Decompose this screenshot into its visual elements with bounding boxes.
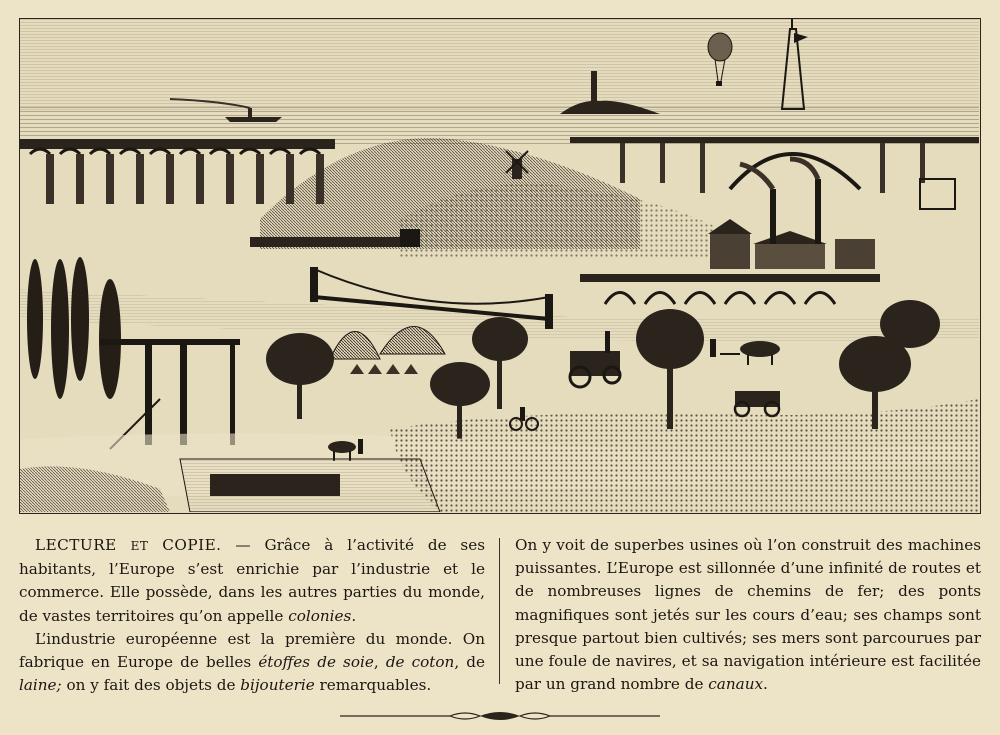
text-block bbox=[19, 534, 981, 695]
engraving-illustration bbox=[19, 18, 981, 514]
paragraph-2-text: L’industrie européenne est la première du monde. On fabrique en Europe de belles bbox=[19, 629, 485, 672]
heading-copie: COPIE. bbox=[162, 536, 222, 554]
paragraph-1 bbox=[19, 534, 485, 628]
paragraph-3-end: . bbox=[763, 675, 768, 694]
paragraph-3-text: On y voit de superbes usines où l’on construit des machines puissantes. L’Europe est sillonnée d’une infinité de routes et de nombreuses lignes de chemins de fer; des ponts magnifiques sont jetés sur les cours d’eau; ses champs sont presque partout bien cultivés; ses mers sont parcourues par une foule de navires, et sa navigation intérieure est facilitée par un grand nombre de bbox=[515, 536, 981, 694]
word-etoffes-de-soie: étoffes de soie bbox=[258, 653, 374, 672]
paragraph-2-end: remarquables. bbox=[314, 676, 432, 695]
word-de-coton: de coton bbox=[385, 653, 455, 672]
canal-lock bbox=[100, 339, 240, 449]
paragraph-2 bbox=[19, 628, 485, 698]
paragraph-2-sep: , bbox=[373, 653, 386, 672]
automobile bbox=[735, 391, 780, 416]
paragraph-3 bbox=[515, 534, 981, 696]
stone-bridge bbox=[580, 274, 880, 304]
word-bijouterie: bijouterie bbox=[240, 676, 315, 695]
ploughing-team bbox=[710, 339, 780, 365]
foreground-bushes bbox=[390, 399, 979, 512]
paragraph-2-mid: on y fait des objets de bbox=[61, 676, 241, 695]
heading-et: ET bbox=[130, 539, 149, 553]
sky bbox=[20, 19, 979, 111]
word-colonies: colonies bbox=[288, 606, 352, 625]
right-column bbox=[515, 534, 981, 696]
heading-lecture: LECTURE bbox=[35, 536, 117, 554]
poplar-trees bbox=[27, 257, 121, 399]
word-laine: laine; bbox=[19, 676, 62, 695]
left-column bbox=[19, 534, 485, 697]
paragraph-2-sep2: , de bbox=[454, 653, 485, 672]
column-divider bbox=[499, 538, 500, 684]
ornament-rule bbox=[340, 708, 660, 724]
paragraph-1-end: . bbox=[351, 606, 357, 625]
canal-barge bbox=[180, 459, 440, 512]
haycocks bbox=[350, 364, 418, 374]
word-canaux: canaux bbox=[708, 675, 764, 694]
paragraph-1-text: — Grâce à l’activité de ses habitants, l’Europe s’est enrichie par l’industrie et le commerce. Elle possède, dans les autres parties du monde, de vastes territoires qu’on appelle bbox=[19, 536, 486, 625]
